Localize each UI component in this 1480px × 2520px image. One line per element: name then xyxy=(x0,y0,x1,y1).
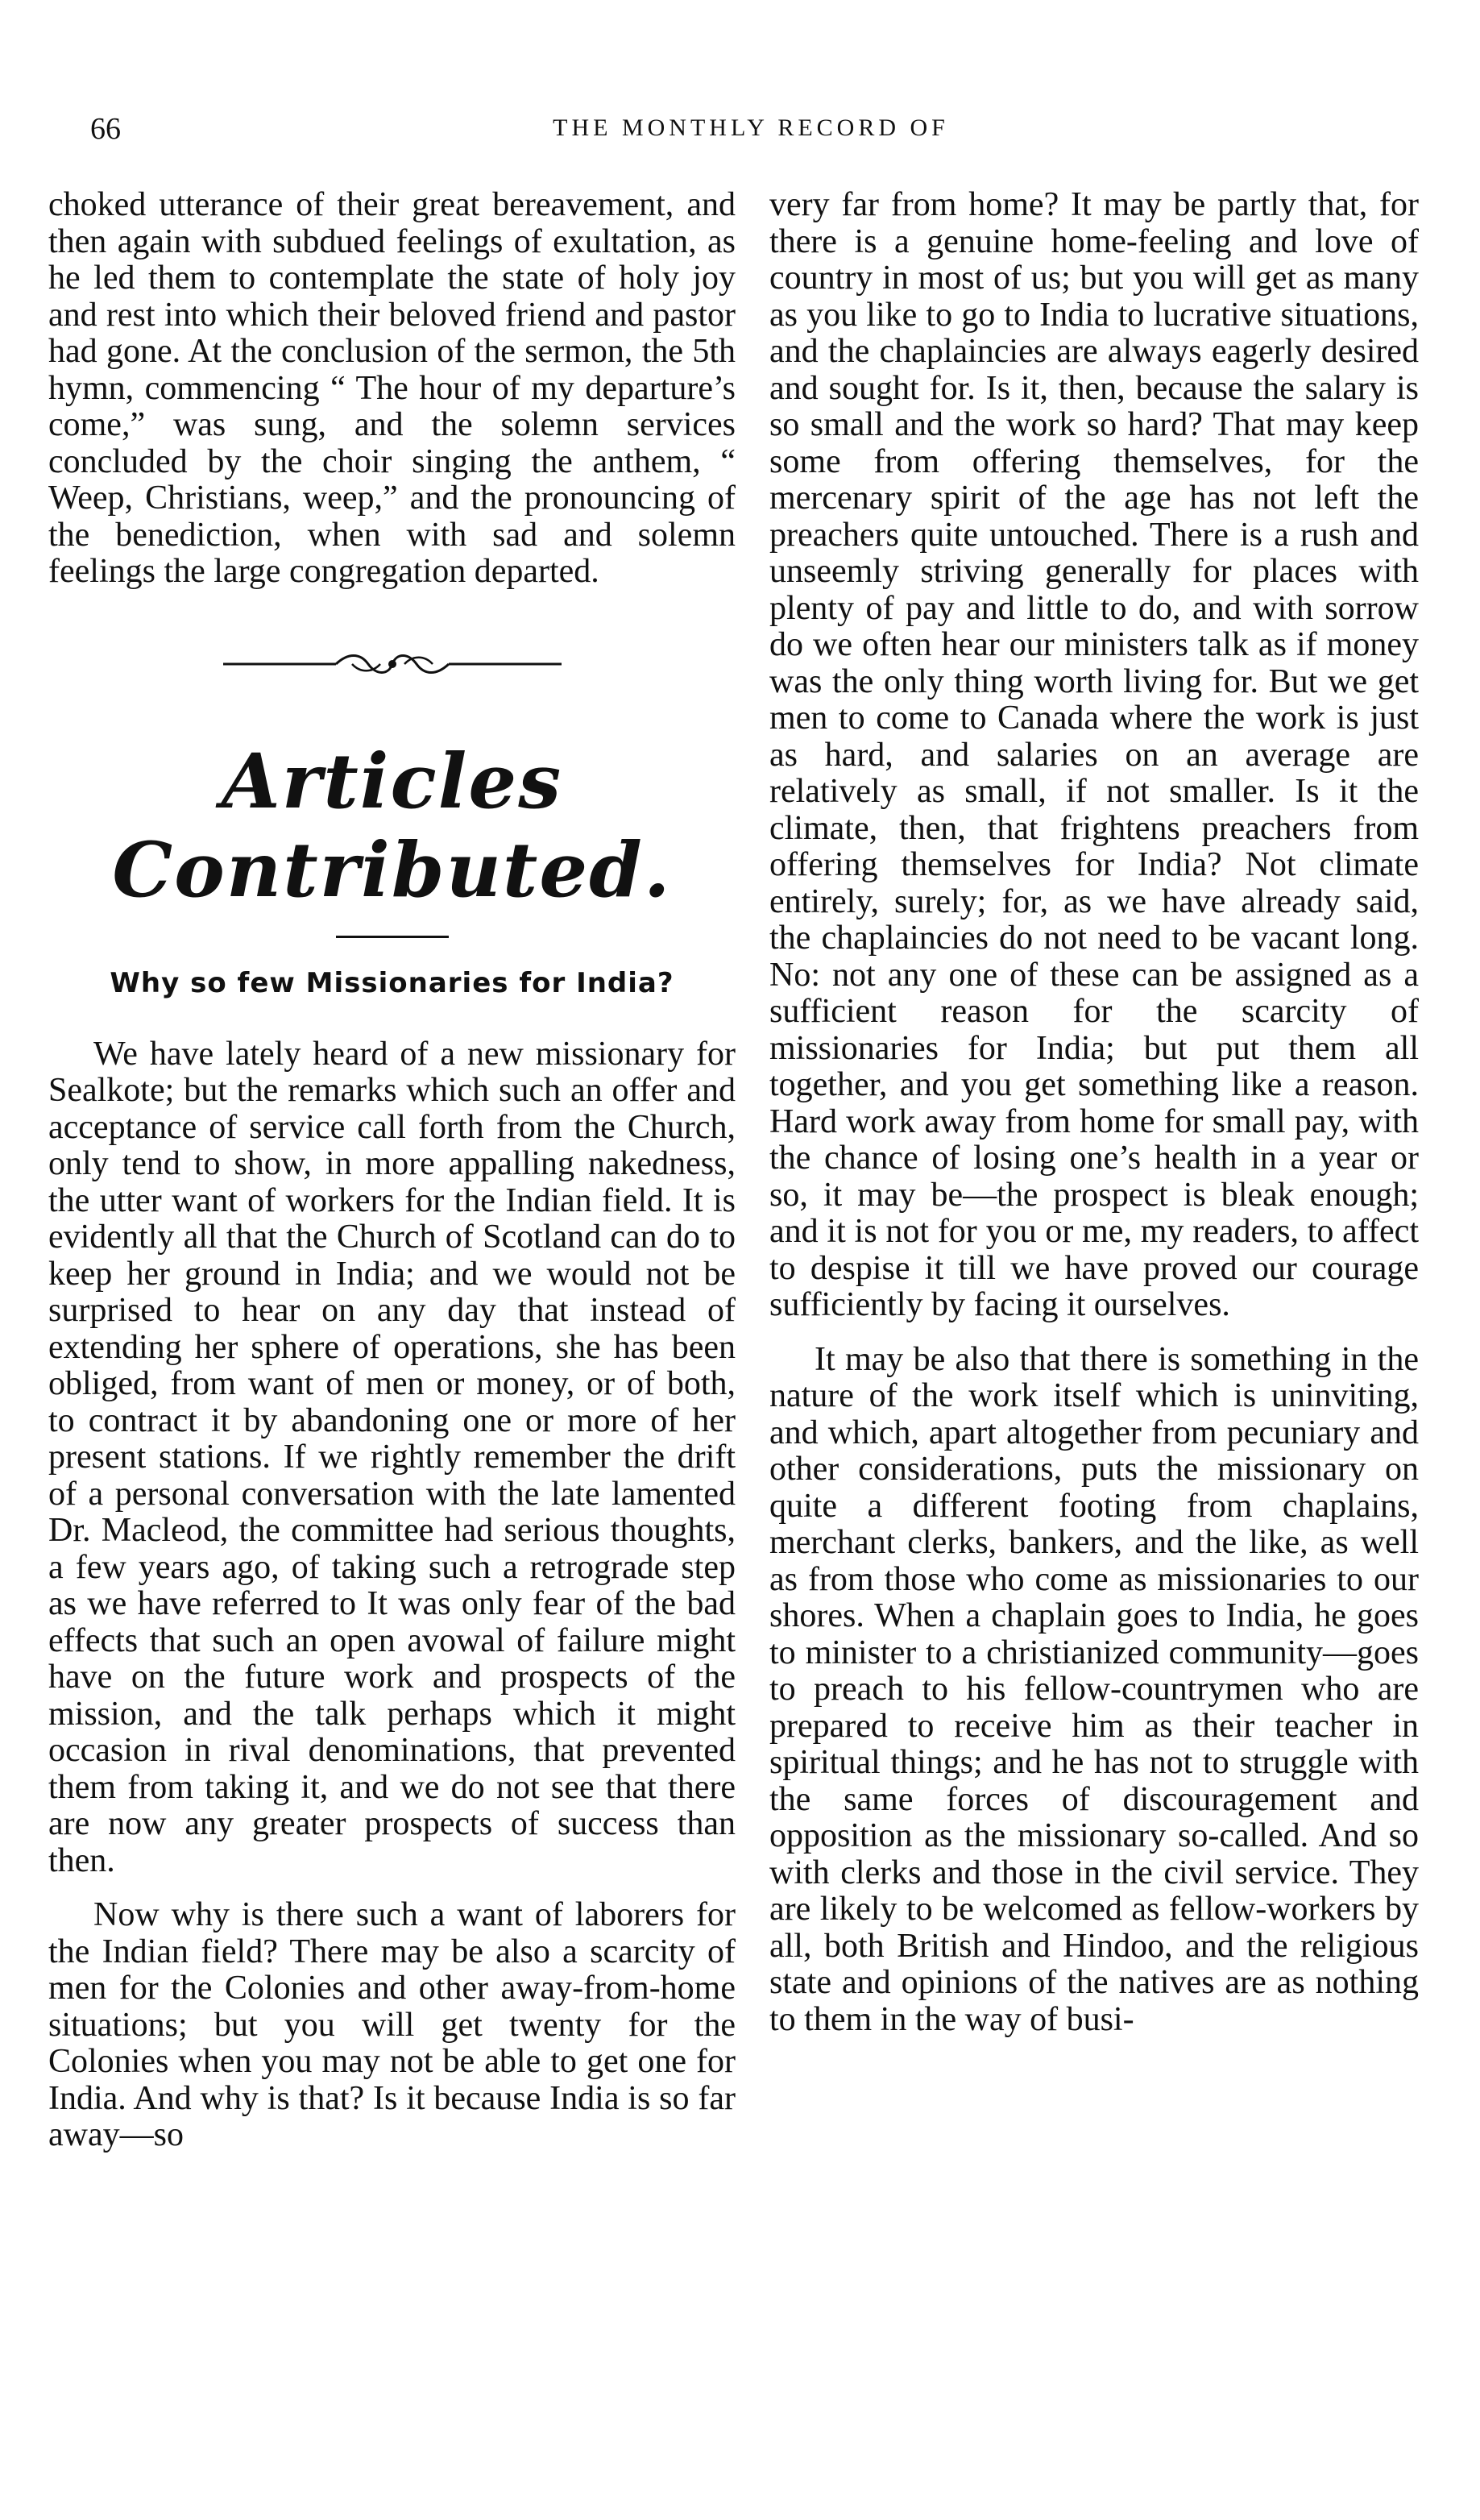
section-heading: Articles Contributed. xyxy=(112,737,672,915)
left-column xyxy=(48,187,736,2154)
article-paragraph-2: Now why is there such a want of laborers for the Indian field? There may be also a scarcity of men for the Colonies and other away-from-home situations; but you will get twenty for the Colonies when you may not be able to get one for India. And why is that? Is it because India is so far away—so xyxy=(48,1896,736,2153)
right-paragraph-1: very far from home? It may be partly that, for there is a genuine home-feeling and love of country in most of us; but you will get as many as you like to go to India to lucrative situations, and the chaplaincies are always eagerly desired and sought for. Is it, then, because the salary is so small and the work so hard? That may keep some from offering themselves, for the mercenary spirit of the age has not left the preachers quite untouched. There is a rush and unseemly striving generally for places with plenty of pay and little to do, and with sorrow do we often hear our ministers talk as if money was the only thing worth living for. But we get men to come to Canada where the work is just as hard, and salaries on an average are relatively as small, if not smaller. Is it the climate, then, that frightens preachers from offering themselves for India? Not climate entirely, surely; for, as we have already said, the chaplaincies do not need to be vacant long. No: not any one of these can be assigned as a sufficient reason for the scarcity of missionaries for India; but put them all together, and you get something like a reason. Hard work away from home for small pay, with the chance of losing one’s health in a year or so, it may be—the prospect is bleak enough; and it is not for you or me, my readers, to affect to despise it till we have proved our courage sufficiently by facing it ourselves. xyxy=(769,186,1419,1323)
title-rule xyxy=(336,936,449,938)
right-paragraph-2: It may be also that there is something in the nature of the work itself which is uninviting, and which, apart altogether from pecuniary and other considerations, puts the missionary on quite a different footing from chaplains, merchant clerks, bankers, and the like, as well as from those who come as missionaries to our shores. When a chaplain goes to India, he goes to minister to a christianized community—goes to preach to his fellow-countrymen who are prepared to receive him as their teacher in spiritual things; and he has not to struggle with the same forces of discouragement and opposition as the missionary so-called. And so with clerks and those in the civil service. They are likely to be welcomed as fellow-workers by all, both British and Hindoo, and the religious state and opinions of the natives are as nothing to them in the way of busi- xyxy=(769,1340,1419,2038)
opening-paragraph: choked utterance of their great bereavement, and then again with subdued feelings of exultation, as he led them to contemplate the state of holy joy and rest into which their beloved friend and pastor had gone. At the conclusion of the sermon, the 5th hymn, commencing “ The hour of my departure’s come,” was sung, and the solemn services concluded by the choir singing the anthem, “ Weep, Christians, weep,” and the pronouncing of the benediction, when with sad and solemn feelings the large congregation departed. xyxy=(48,186,736,590)
page-header xyxy=(90,111,1412,160)
page-number: 66 xyxy=(90,112,121,146)
running-title: THE MONTHLY RECORD OF xyxy=(553,114,949,141)
right-column xyxy=(769,187,1419,2038)
article-title: Why so few Missionaries for India? xyxy=(110,966,674,999)
article-paragraph-1: We have lately heard of a new missionary for Sealkote; but the remarks which such an offer and acceptance of service call forth from the Church, only tend to show, in more appalling nakedness, the utter want of workers for the Indian field. It is evidently all that the Church of Scotland can do to keep her ground in India; and we would not be surprised to hear on any day that instead of extending her sphere of operations, she has been obliged, from want of men or money, or of both, to contract it by abandoning one or more of her present stations. If we rightly remember the drift of a personal conversation with the late lamented Dr. Macleod, the committee had serious thoughts, a few years ago, of taking such a retrograde step as we have referred to It was only fear of the bad effects that such an open avowal of failure might have on the future work and prospects of the mission, and the talk perhaps which it might occasion in rival denominations, that prevented them from taking it, and we do not see that there are now any greater prospects of success than then. xyxy=(48,1035,736,1879)
ornament-divider-icon xyxy=(223,649,562,679)
